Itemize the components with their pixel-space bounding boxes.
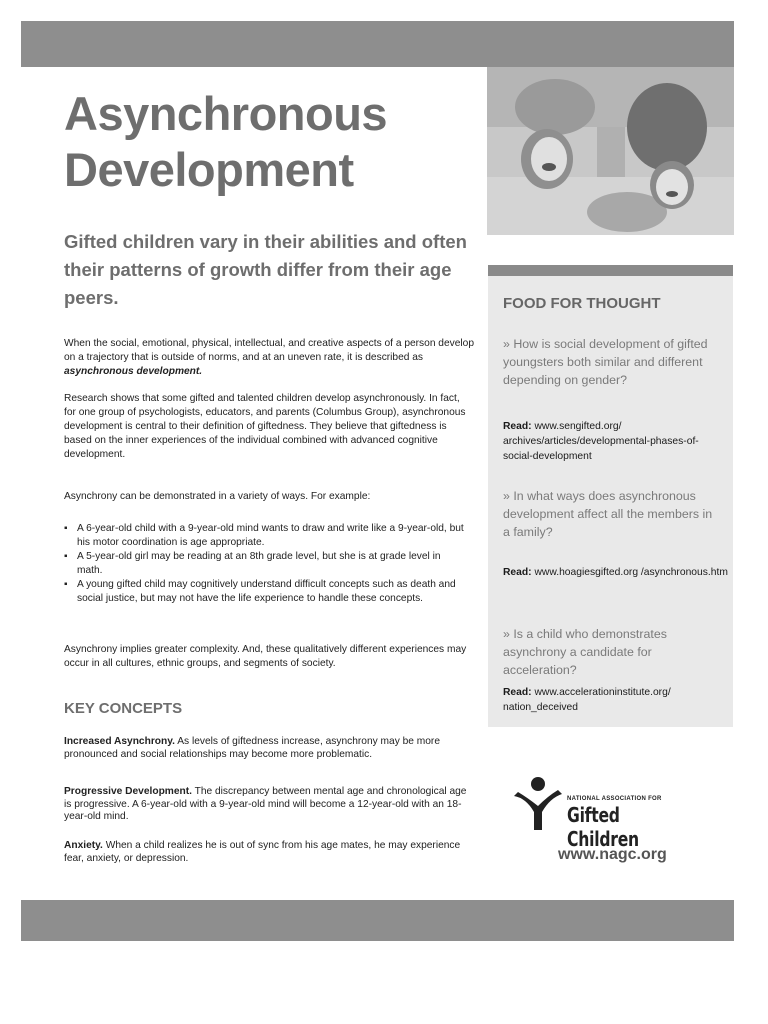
key-concept-text: The discrepancy between mental age and chronological age is progressive. A 6-year-old with a 9-year-old mind will become a 12-year-old with an 18-year-old mind. <box>64 786 467 822</box>
key-concepts-heading: KEY CONCEPTS <box>64 700 183 717</box>
sidebar-read <box>503 565 728 580</box>
children-photo <box>487 67 734 235</box>
website-link[interactable]: www.nagc.org <box>558 846 667 863</box>
sidebar-question: » How is social development of gifted youngsters both similar and different depending on gender? <box>503 337 708 387</box>
read-link[interactable]: www.hoagiesgifted.org /asynchronous.htm <box>531 567 728 578</box>
list-item: ▪ A 6-year-old child with a 9-year-old mind wants to draw and write like a 9-year-old, but his motor coordination is age appropriate. <box>64 522 464 550</box>
read-label: Read: <box>503 567 532 578</box>
key-concept-term: Anxiety. <box>64 840 103 851</box>
key-concept-item <box>64 736 474 761</box>
read-label: Read: <box>503 421 532 432</box>
key-concept-term: Increased Asynchrony. <box>64 736 175 747</box>
logo-small-text: NATIONAL ASSOCIATION FOR <box>567 796 662 802</box>
read-link[interactable]: www.accelerationinstitute.org/ nation_deceived <box>503 687 671 713</box>
key-concept-text: As levels of giftedness increase, asynchrony may be more pronounced and social relationships may become more problematic. <box>64 736 440 760</box>
footer-band <box>21 900 734 941</box>
key-concept-text: When a child realizes he is out of sync from his age mates, he may experience fear, anxiety, or depression. <box>64 840 461 864</box>
title-line-2: Development <box>64 143 354 196</box>
key-concept-item <box>64 786 474 824</box>
research-paragraph: Research shows that some gifted and talented children develop asynchronously. In fact, for one group of psychologists, educators, and parents (Columbus Group), asynchronous development is central to their definition of giftedness. They believe that giftedness is based on the inner experiences of the individual combined with advanced cognitive development. <box>64 393 466 460</box>
logo-big-text: Gifted Children <box>567 803 639 851</box>
header-band <box>21 21 734 67</box>
nagc-logo-icon <box>512 776 564 832</box>
sidebar-read <box>503 419 728 464</box>
complexity-paragraph: Asynchrony implies greater complexity. And, these qualitatively different experiences may occur in all cultures, ethnic groups, and segments of society. <box>64 644 467 669</box>
sidebar-question: » Is a child who demonstrates asynchrony a candidate for acceleration? <box>503 627 667 677</box>
sidebar-top-bar <box>488 265 733 276</box>
sidebar-question: » In what ways does asynchronous development affect all the members in a family? <box>503 489 713 539</box>
list-item: ▪ A 5-year-old girl may be reading at an 8th grade level, but she is at grade level in math. <box>64 550 464 578</box>
read-label: Read: <box>503 687 532 698</box>
sidebar-heading: FOOD FOR THOUGHT <box>503 295 661 312</box>
intro-text: When the social, emotional, physical, intellectual, and creative aspects of a person develop on a trajectory that is outside of norms, and at an uneven rate, it is described as <box>64 338 474 363</box>
key-concept-item <box>64 840 474 865</box>
page-title <box>64 86 474 198</box>
examples-intro: Asynchrony can be demonstrated in a variety of ways. For example: <box>64 491 371 502</box>
subtitle: Gifted children vary in their abilities and often their patterns of growth differ from their age peers. <box>64 231 467 308</box>
key-concept-term: Progressive Development. <box>64 786 192 797</box>
intro-emphasis: asynchronous development. <box>64 366 203 377</box>
intro-paragraph <box>64 337 474 379</box>
sidebar-read <box>503 685 728 715</box>
food-for-thought-sidebar <box>488 265 733 727</box>
list-item: ▪ A young gifted child may cognitively understand difficult concepts such as death and social justice, but may not have the life experience to handle these concepts. <box>64 578 464 606</box>
read-link[interactable]: www.sengifted.org/ archives/articles/developmental-phases-of-social-development <box>503 421 699 462</box>
children-photo-illustration <box>487 67 734 235</box>
examples-list <box>64 522 464 606</box>
nagc-logo <box>512 776 712 851</box>
title-line-1: Asynchronous <box>64 87 388 140</box>
